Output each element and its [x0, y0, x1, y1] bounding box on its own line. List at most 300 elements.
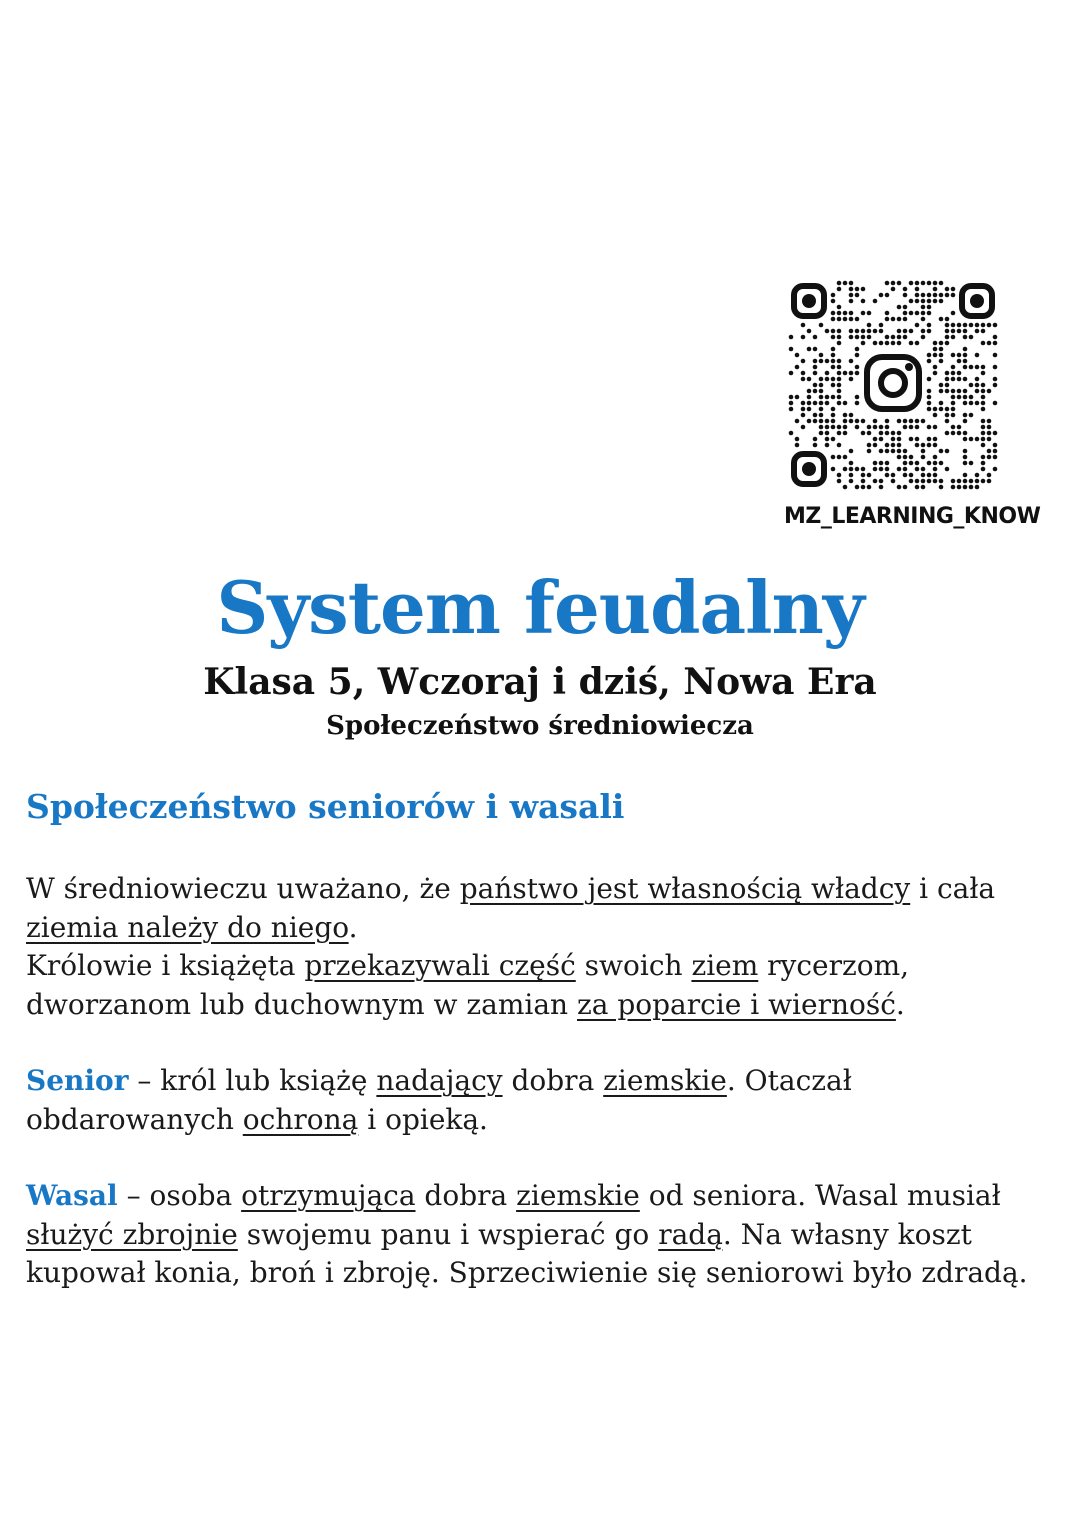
qr-module: [903, 467, 908, 472]
qr-module: [987, 425, 992, 430]
qr-module: [969, 461, 974, 466]
qr-module: [981, 461, 986, 466]
qr-module: [897, 467, 902, 472]
qr-module: [993, 353, 998, 358]
qr-module: [873, 443, 878, 448]
qr-module: [813, 413, 818, 418]
qr-module: [825, 395, 830, 400]
qr-module: [819, 389, 824, 394]
qr-module: [963, 413, 968, 418]
qr-module: [951, 401, 956, 406]
qr-module: [903, 425, 908, 430]
qr-module: [909, 425, 914, 430]
qr-module: [867, 485, 872, 490]
qr-module: [933, 443, 938, 448]
qr-module: [909, 341, 914, 346]
qr-module: [789, 335, 794, 340]
qr-module: [981, 479, 986, 484]
qr-module: [831, 455, 836, 460]
qr-module: [963, 365, 968, 370]
qr-module: [885, 419, 890, 424]
qr-module: [849, 371, 854, 376]
qr-module: [963, 461, 968, 466]
qr-module: [849, 413, 854, 418]
qr-module: [885, 293, 890, 298]
qr-module: [933, 299, 938, 304]
qr-module: [843, 413, 848, 418]
qr-module: [837, 479, 842, 484]
intro-text: Królowie i książęta: [26, 949, 305, 982]
qr-module: [963, 329, 968, 334]
qr-module: [909, 479, 914, 484]
qr-module: [915, 479, 920, 484]
qr-module: [849, 467, 854, 472]
qr-module: [831, 317, 836, 322]
term-senior: Senior: [26, 1064, 129, 1097]
qr-module: [807, 395, 812, 400]
qr-module: [873, 461, 878, 466]
qr-module: [831, 353, 836, 358]
qr-module: [939, 461, 944, 466]
definition-text: – osoba: [117, 1179, 242, 1212]
qr-module: [927, 479, 932, 484]
qr-module: [981, 395, 986, 400]
qr-module: [897, 449, 902, 454]
qr-module: [813, 437, 818, 442]
qr-module: [993, 323, 998, 328]
qr-module: [861, 479, 866, 484]
qr-module: [885, 341, 890, 346]
qr-module: [921, 317, 926, 322]
qr-module: [819, 395, 824, 400]
definition-text: . Na własny koszt kupował konia, broń i zbroję. Sprzeciwienie się seniorowi było zdradą.: [26, 1217, 1028, 1289]
qr-module: [915, 323, 920, 328]
qr-module: [933, 413, 938, 418]
qr-module: [897, 281, 902, 286]
qr-module: [933, 281, 938, 286]
qr-module: [933, 479, 938, 484]
qr-module: [933, 467, 938, 472]
qr-module: [843, 467, 848, 472]
qr-module: [885, 443, 890, 448]
qr-module: [963, 485, 968, 490]
qr-module: [825, 425, 830, 430]
qr-module: [903, 485, 908, 490]
underlined-phrase: ziemskie: [516, 1179, 640, 1212]
underlined-phrase: ziemskie: [603, 1064, 727, 1097]
qr-module: [807, 401, 812, 406]
qr-module: [921, 443, 926, 448]
qr-module: [801, 407, 806, 412]
qr-code-block: [784, 280, 1041, 529]
underlined-phrase: radą: [658, 1217, 723, 1251]
qr-module: [837, 395, 842, 400]
qr-module: [879, 293, 884, 298]
qr-module: [831, 377, 836, 382]
qr-module: [981, 431, 986, 436]
qr-module: [807, 347, 812, 352]
qr-module: [939, 401, 944, 406]
qr-module: [801, 401, 806, 406]
qr-module: [873, 299, 878, 304]
qr-module: [933, 407, 938, 412]
qr-module: [813, 401, 818, 406]
qr-module: [843, 281, 848, 286]
qr-module: [885, 467, 890, 472]
qr-module: [873, 479, 878, 484]
qr-module: [933, 341, 938, 346]
qr-module: [939, 389, 944, 394]
qr-module: [885, 335, 890, 340]
intro-paragraph: [26, 870, 1066, 1024]
qr-module: [801, 335, 806, 340]
term-wasal: Wasal: [26, 1179, 118, 1212]
qr-module: [927, 407, 932, 412]
qr-module: [873, 341, 878, 346]
qr-module: [945, 407, 950, 412]
qr-module: [903, 317, 908, 322]
qr-module: [831, 293, 836, 298]
qr-module: [981, 341, 986, 346]
qr-module: [897, 455, 902, 460]
page-topic: Społeczeństwo średniowiecza: [326, 711, 754, 741]
qr-module: [957, 431, 962, 436]
qr-module: [981, 383, 986, 388]
qr-module: [879, 437, 884, 442]
qr-module: [963, 347, 968, 352]
definition-text: od seniora. Wasal musiał: [639, 1179, 1001, 1212]
qr-module: [843, 485, 848, 490]
underlined-phrase: za poparcie i wierność: [576, 987, 896, 1021]
qr-module: [951, 323, 956, 328]
qr-module: [873, 419, 878, 424]
qr-module: [939, 281, 944, 286]
qr-module: [921, 467, 926, 472]
qr-module: [939, 317, 944, 322]
qr-module: [855, 347, 860, 352]
qr-module: [903, 335, 908, 340]
qr-module: [813, 365, 818, 370]
qr-module: [921, 281, 926, 286]
qr-module: [897, 419, 902, 424]
qr-module: [909, 329, 914, 334]
qr-module: [813, 443, 818, 448]
qr-module: [981, 401, 986, 406]
qr-module: [849, 479, 854, 484]
qr-module: [885, 281, 890, 286]
intro-text: rycerzom, dworzanom lub duchownym w zamian: [26, 949, 910, 1021]
qr-module: [969, 383, 974, 388]
qr-module: [963, 359, 968, 364]
qr-module: [903, 305, 908, 310]
qr-module: [933, 347, 938, 352]
qr-module: [885, 311, 890, 316]
qr-module: [819, 323, 824, 328]
qr-module: [975, 377, 980, 382]
qr-module: [807, 407, 812, 412]
qr-module: [903, 329, 908, 334]
qr-module: [981, 467, 986, 472]
qr-module: [927, 473, 932, 478]
qr-module: [987, 473, 992, 478]
qr-module: [951, 479, 956, 484]
qr-module: [969, 365, 974, 370]
definition-text: i opieką.: [358, 1102, 488, 1136]
qr-module: [831, 359, 836, 364]
qr-module: [903, 449, 908, 454]
qr-module: [987, 449, 992, 454]
qr-module: [903, 473, 908, 478]
qr-module: [927, 437, 932, 442]
qr-module: [849, 335, 854, 340]
qr-module: [987, 479, 992, 484]
qr-module: [789, 347, 794, 352]
qr-module: [957, 389, 962, 394]
qr-module: [885, 473, 890, 478]
qr-module: [849, 377, 854, 382]
qr-module: [909, 461, 914, 466]
qr-module: [939, 383, 944, 388]
qr-module: [879, 461, 884, 466]
qr-module: [837, 305, 842, 310]
qr-module: [831, 329, 836, 334]
qr-module: [927, 401, 932, 406]
qr-module: [807, 389, 812, 394]
qr-module: [825, 371, 830, 376]
qr-module: [945, 413, 950, 418]
qr-module: [939, 347, 944, 352]
qr-module: [789, 407, 794, 412]
qr-module: [843, 425, 848, 430]
qr-module: [951, 395, 956, 400]
qr-module: [945, 287, 950, 292]
qr-module: [945, 389, 950, 394]
underlined-phrase: przekazywali część: [304, 949, 576, 982]
qr-module: [855, 395, 860, 400]
qr-module: [891, 341, 896, 346]
qr-module: [873, 425, 878, 430]
qr-module: [831, 413, 836, 418]
qr-module: [975, 401, 980, 406]
underlined-phrase: służyć zbrojnie: [26, 1217, 238, 1251]
qr-module: [927, 305, 932, 310]
qr-module: [831, 299, 836, 304]
intro-text: .: [348, 910, 358, 944]
qr-module: [789, 401, 794, 406]
qr-module: [885, 425, 890, 430]
qr-module: [933, 461, 938, 466]
qr-module: [993, 377, 998, 382]
qr-module: [969, 335, 974, 340]
qr-module: [861, 311, 866, 316]
qr-module: [819, 353, 824, 358]
qr-module: [945, 371, 950, 376]
qr-module: [855, 371, 860, 376]
qr-module: [855, 293, 860, 298]
qr-module: [921, 311, 926, 316]
qr-module: [987, 455, 992, 460]
qr-module: [981, 323, 986, 328]
qr-module: [945, 323, 950, 328]
qr-module: [921, 473, 926, 478]
qr-module: [837, 281, 842, 286]
qr-module: [825, 443, 830, 448]
qr-module: [831, 311, 836, 316]
qr-module: [837, 377, 842, 382]
qr-module: [819, 383, 824, 388]
qr-module: [819, 359, 824, 364]
qr-module: [939, 449, 944, 454]
qr-module: [819, 407, 824, 412]
qr-module: [915, 437, 920, 442]
qr-module: [975, 353, 980, 358]
qr-module: [819, 413, 824, 418]
senior-definition: [26, 1062, 1066, 1139]
qr-module: [969, 485, 974, 490]
qr-module: [963, 335, 968, 340]
qr-module: [801, 425, 806, 430]
qr-module: [879, 425, 884, 430]
qr-module: [921, 335, 926, 340]
qr-module: [837, 473, 842, 478]
qr-module: [831, 347, 836, 352]
qr-module: [903, 311, 908, 316]
qr-module: [951, 311, 956, 316]
qr-module: [879, 485, 884, 490]
qr-module: [837, 311, 842, 316]
qr-module: [903, 461, 908, 466]
qr-module: [915, 293, 920, 298]
qr-module: [861, 419, 866, 424]
underlined-phrase: nadający: [376, 1064, 503, 1097]
qr-module: [957, 353, 962, 358]
qr-module: [897, 335, 902, 340]
qr-module: [963, 377, 968, 382]
qr-module: [855, 317, 860, 322]
qr-module: [945, 419, 950, 424]
qr-module: [825, 419, 830, 424]
qr-module: [867, 449, 872, 454]
qr-module: [951, 335, 956, 340]
qr-module: [927, 461, 932, 466]
qr-module: [951, 431, 956, 436]
qr-module: [957, 359, 962, 364]
qr-module: [987, 341, 992, 346]
qr-module: [879, 467, 884, 472]
qr-module: [927, 329, 932, 334]
qr-module: [879, 341, 884, 346]
qr-module: [897, 341, 902, 346]
qr-module: [885, 317, 890, 322]
qr-module: [861, 431, 866, 436]
qr-module: [837, 335, 842, 340]
qr-module: [843, 371, 848, 376]
underlined-phrase: ziemia należy do niego: [26, 910, 349, 944]
qr-module: [927, 353, 932, 358]
qr-module: [939, 359, 944, 364]
qr-module: [837, 443, 842, 448]
qr-module: [831, 425, 836, 430]
qr-module: [837, 317, 842, 322]
qr-module: [987, 431, 992, 436]
qr-module: [921, 293, 926, 298]
qr-module: [891, 443, 896, 448]
qr-module: [813, 371, 818, 376]
qr-module: [963, 323, 968, 328]
definition-text: dobra: [415, 1179, 517, 1212]
qr-module: [789, 395, 794, 400]
qr-module: [969, 401, 974, 406]
qr-module: [831, 419, 836, 424]
qr-module: [831, 335, 836, 340]
qr-module: [825, 431, 830, 436]
qr-module: [873, 437, 878, 442]
qr-module: [903, 455, 908, 460]
qr-module: [915, 311, 920, 316]
qr-module: [951, 389, 956, 394]
qr-module: [819, 419, 824, 424]
qr-module: [867, 425, 872, 430]
qr-module: [951, 425, 956, 430]
qr-module: [933, 365, 938, 370]
qr-module: [807, 419, 812, 424]
qr-module: [981, 425, 986, 430]
qr-module: [891, 473, 896, 478]
qr-module: [831, 365, 836, 370]
qr-module: [831, 467, 836, 472]
qr-module: [855, 287, 860, 292]
qr-module: [963, 419, 968, 424]
qr-module: [879, 449, 884, 454]
qr-module: [813, 335, 818, 340]
qr-module: [921, 455, 926, 460]
qr-module: [909, 281, 914, 286]
qr-module: [969, 479, 974, 484]
qr-module: [927, 359, 932, 364]
definition-text: – król lub książę: [128, 1064, 377, 1097]
qr-module: [927, 311, 932, 316]
qr-module: [855, 329, 860, 334]
qr-module: [801, 377, 806, 382]
qr-module: [837, 389, 842, 394]
intro-text: swoich: [575, 949, 692, 982]
qr-module: [933, 425, 938, 430]
qr-module: [969, 413, 974, 418]
qr-module: [825, 359, 830, 364]
qr-module: [837, 455, 842, 460]
qr-module: [921, 485, 926, 490]
qr-module: [813, 359, 818, 364]
qr-module: [867, 329, 872, 334]
qr-module: [885, 461, 890, 466]
qr-module: [909, 473, 914, 478]
qr-module: [867, 311, 872, 316]
qr-module: [963, 455, 968, 460]
qr-module: [933, 437, 938, 442]
qr-module: [975, 365, 980, 370]
qr-module: [879, 329, 884, 334]
qr-module: [819, 431, 824, 436]
section-heading: Społeczeństwo seniorów i wasali: [26, 787, 625, 826]
qr-module: [855, 365, 860, 370]
qr-module: [951, 485, 956, 490]
qr-module: [903, 287, 908, 292]
qr-module: [981, 419, 986, 424]
qr-module: [975, 485, 980, 490]
qr-module: [891, 281, 896, 286]
qr-module: [867, 323, 872, 328]
qr-module: [921, 479, 926, 484]
